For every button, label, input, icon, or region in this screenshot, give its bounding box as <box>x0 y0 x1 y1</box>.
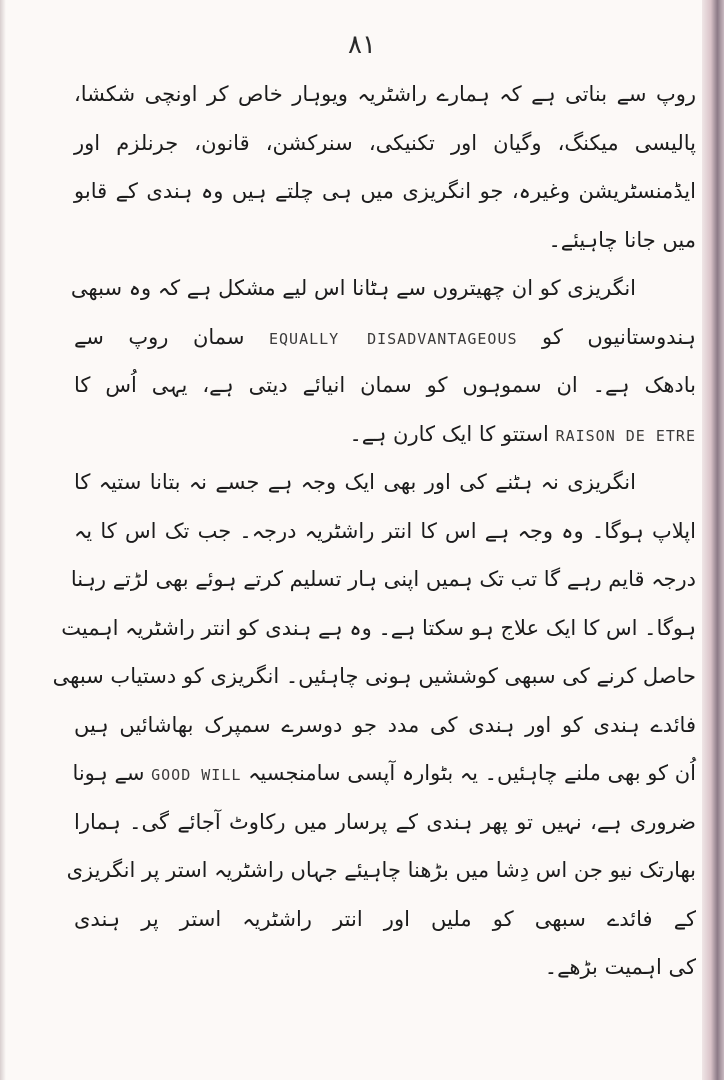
text-line: روپ سے بناتی ہے کہ ہمارے راشٹریہ ویوہار خاص کر اونچی شکشا، <box>74 82 696 106</box>
page-number: ۸۱ <box>348 30 376 60</box>
text-fragment: اُن کو بھی ملنے چاہئیں۔ یہ بٹوارہ آپسی سامنجسیہ <box>248 761 696 785</box>
latin-phrase: GOOD WILL <box>151 766 242 784</box>
latin-phrase: RAISON DE ETRE <box>555 426 696 445</box>
text-line-mixed <box>74 410 696 459</box>
text-line: کے فائدے سبھی کو ملیں اور انتر راشٹریہ استر پر ہندی <box>74 906 696 931</box>
text-line: فائدے ہندی کو اور ہندی کی مدد جو دوسرے سمپرک بھاشائیں ہیں <box>74 712 696 737</box>
text-line: ضروری ہے، نہیں تو پھر ہندی کے پرسار میں رکاوٹ آجائے گی۔ ہمارا <box>74 809 696 834</box>
page-left-shadow <box>0 0 6 1080</box>
text-line: بھارتک نیو جن اس دِشا میں بڑھنا چاہیئے جہاں راشٹریہ استر پر انگریزی <box>66 858 696 882</box>
text-line-mixed <box>74 749 696 798</box>
text-line-mixed <box>74 313 696 362</box>
text-line: انگریزی نہ ہٹنے کی اور بھی ایک وجہ ہے جسے نہ بتانا ستیہ کا <box>74 470 636 494</box>
text-line: بادھک ہے۔ ان سموہوں کو سمان انیائے دیتی ہے، یہی اُس کا <box>74 373 696 397</box>
text-fragment: ہندوستانیوں کو <box>542 324 696 349</box>
text-line: حاصل کرنے کی سبھی کوششیں ہونی چاہئیں۔ انگریزی کو دستیاب سبھی <box>52 664 696 688</box>
latin-phrase: EQUALLY DISADVANTAGEOUS <box>269 329 518 348</box>
text-line: انگریزی کو ان چھیتروں سے ہٹانا اس لیے مشکل ہے کہ وہ سبھی <box>70 276 636 300</box>
text-line: کی اہمیت بڑھے۔ <box>544 955 696 979</box>
text-line: میں جانا چاہیئے۔ <box>548 227 696 252</box>
text-line: ایڈمنسٹریشن وغیرہ، جو انگریزی میں ہی چلتے ہیں وہ ہندی کے قابو <box>74 179 696 203</box>
body-text <box>52 70 696 992</box>
text-line: پالیسی میکنگ، وگیان اور تکنیکی، سنرکشن، قانون، جرنلزم اور <box>74 130 696 155</box>
text-fragment: سمان روپ سے <box>74 324 245 349</box>
text-line: ہوگا۔ اس کا ایک علاج ہو سکتا ہے۔ وہ ہے ہندی کو انتر راشٹریہ اہمیت <box>61 615 696 640</box>
text-line: درجہ قایم رہے گا تب تک ہمیں اپنی ہار تسلیم کرتے ہوئے بھی لڑتے رہنا <box>70 567 696 591</box>
text-fragment: سے ہونا <box>72 761 145 785</box>
page-binding-edge <box>702 0 724 1080</box>
text-line: اپلاپ ہوگا۔ وہ وجہ ہے اس کا انتر راشٹریہ درجہ۔ جب تک اس کا یہ <box>74 518 696 543</box>
text-fragment: استتو کا ایک کارن ہے۔ <box>349 421 549 446</box>
